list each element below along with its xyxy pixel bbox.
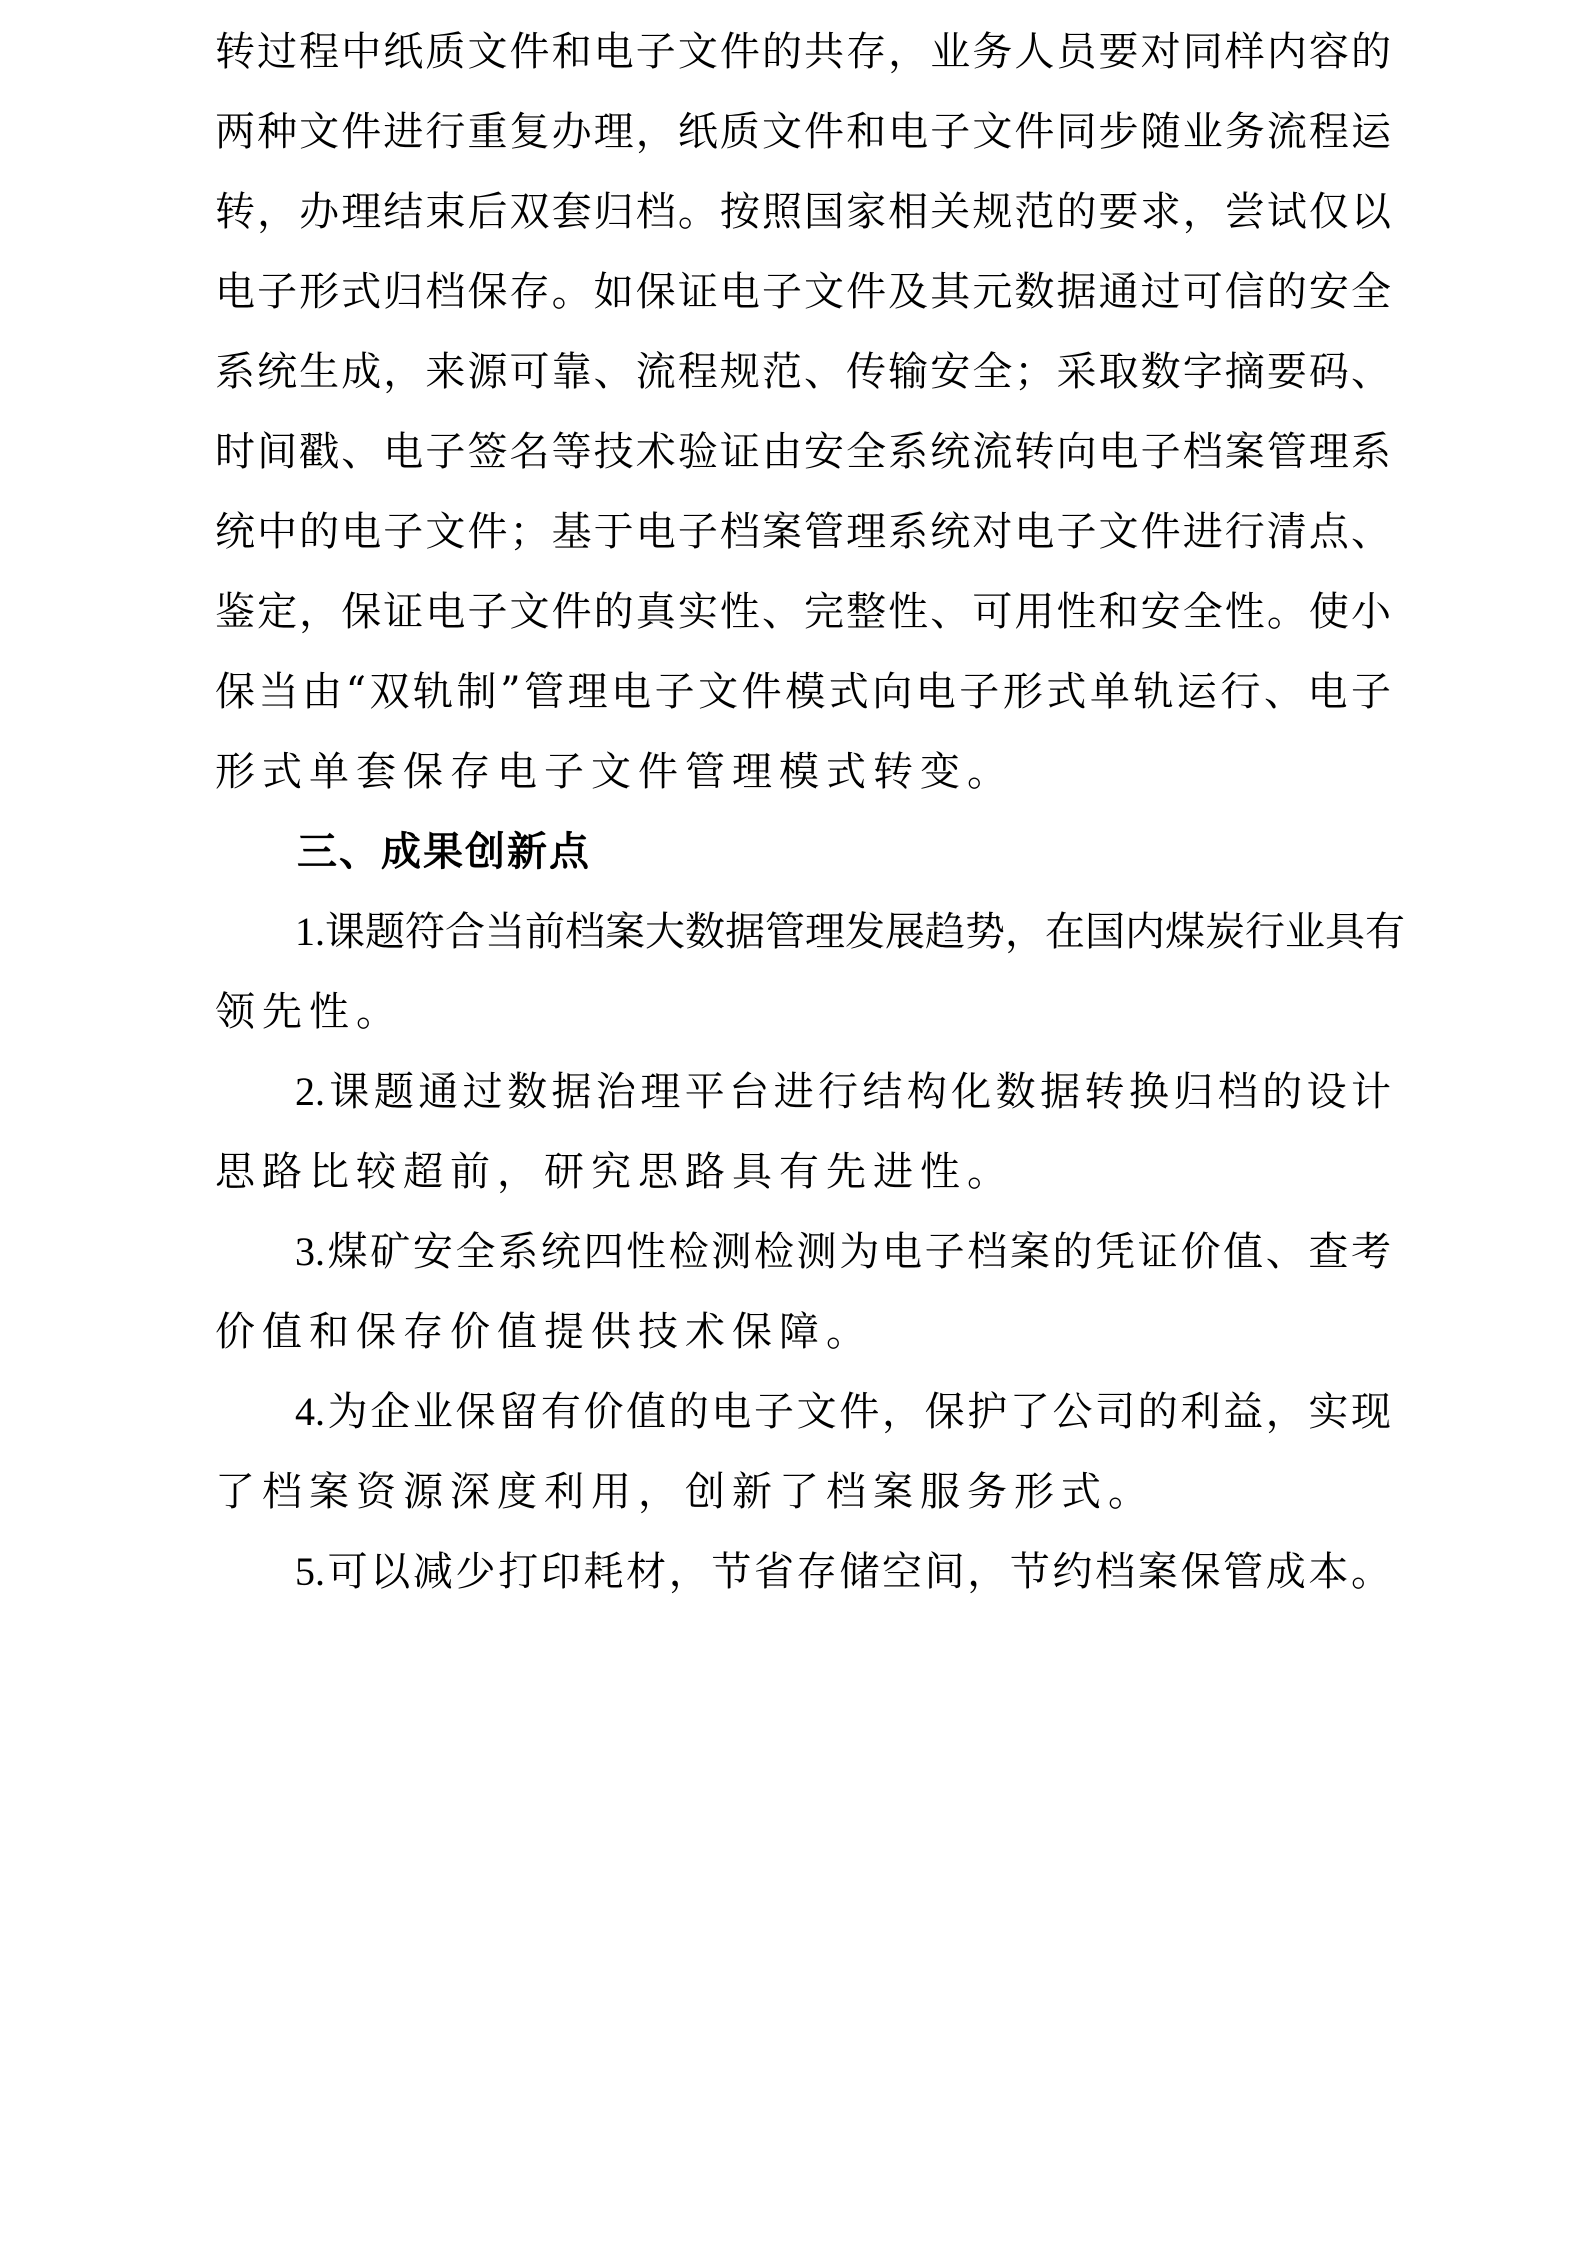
paragraph-line: 两种文件进行重复办理，纸质文件和电子文件同步随业务流程运 — [215, 109, 1391, 155]
document-page — [215, 12, 1405, 1612]
list-item-line: 领先性。 — [215, 989, 403, 1035]
paragraph-line: 保当由“双轨制”管理电子文件模式向电子形式单轨运行、电子 — [215, 669, 1391, 715]
innovation-point-4 — [215, 1372, 1391, 1532]
list-item-number: 4. — [295, 1389, 325, 1434]
list-item-text: 课题符合当前档案大数据管理发展趋势，在国内煤炭行业具有 — [325, 909, 1405, 955]
paragraph-line: 统中的电子文件；基于电子档案管理系统对电子文件进行清点、 — [215, 509, 1391, 555]
list-item-number: 5. — [295, 1549, 325, 1594]
paragraph-line: 时间戳、电子签名等技术验证由安全系统流转向电子档案管理系 — [215, 429, 1391, 475]
section-heading: 三、成果创新点 — [297, 829, 591, 875]
innovation-point-5 — [215, 1532, 1391, 1612]
list-item-line: 价值和保存价值提供技术保障。 — [215, 1309, 873, 1355]
list-item-line: 了档案资源深度利用，创新了档案服务形式。 — [215, 1469, 1155, 1515]
list-item-text: 可以减少打印耗材，节省存储空间，节约档案保管成本。 — [325, 1549, 1391, 1595]
list-item-first-line — [215, 1532, 1391, 1612]
list-item-first-line — [215, 1212, 1391, 1292]
intro-paragraph — [215, 12, 1391, 812]
list-item-number: 3. — [295, 1229, 325, 1274]
paragraph-line: 形式单套保存电子文件管理模式转变。 — [215, 749, 1014, 795]
list-item-number: 2. — [295, 1069, 325, 1114]
list-item-number: 1. — [295, 909, 325, 954]
innovation-point-2 — [215, 1052, 1391, 1212]
innovation-point-1 — [215, 892, 1405, 1052]
list-item-first-line — [215, 892, 1405, 972]
paragraph-line: 电子形式归档保存。如保证电子文件及其元数据通过可信的安全 — [215, 269, 1391, 315]
list-item-first-line — [215, 1052, 1391, 1132]
list-item-line: 思路比较超前，研究思路具有先进性。 — [215, 1149, 1014, 1195]
list-item-text: 为企业保留有价值的电子文件，保护了公司的利益，实现 — [325, 1389, 1391, 1435]
paragraph-line: 系统生成，来源可靠、流程规范、传输安全；采取数字摘要码、 — [215, 349, 1391, 395]
paragraph-line: 转，办理结束后双套归档。按照国家相关规范的要求，尝试仅以 — [215, 189, 1391, 235]
innovation-point-3 — [215, 1212, 1391, 1372]
list-item-text: 课题通过数据治理平台进行结构化数据转换归档的设计 — [325, 1069, 1391, 1115]
paragraph-line: 鉴定，保证电子文件的真实性、完整性、可用性和安全性。使小 — [215, 589, 1391, 635]
paragraph-line: 转过程中纸质文件和电子文件的共存，业务人员要对同样内容的 — [215, 29, 1391, 75]
list-item-first-line — [215, 1372, 1391, 1452]
list-item-text: 煤矿安全系统四性检测检测为电子档案的凭证价值、查考 — [325, 1229, 1391, 1275]
